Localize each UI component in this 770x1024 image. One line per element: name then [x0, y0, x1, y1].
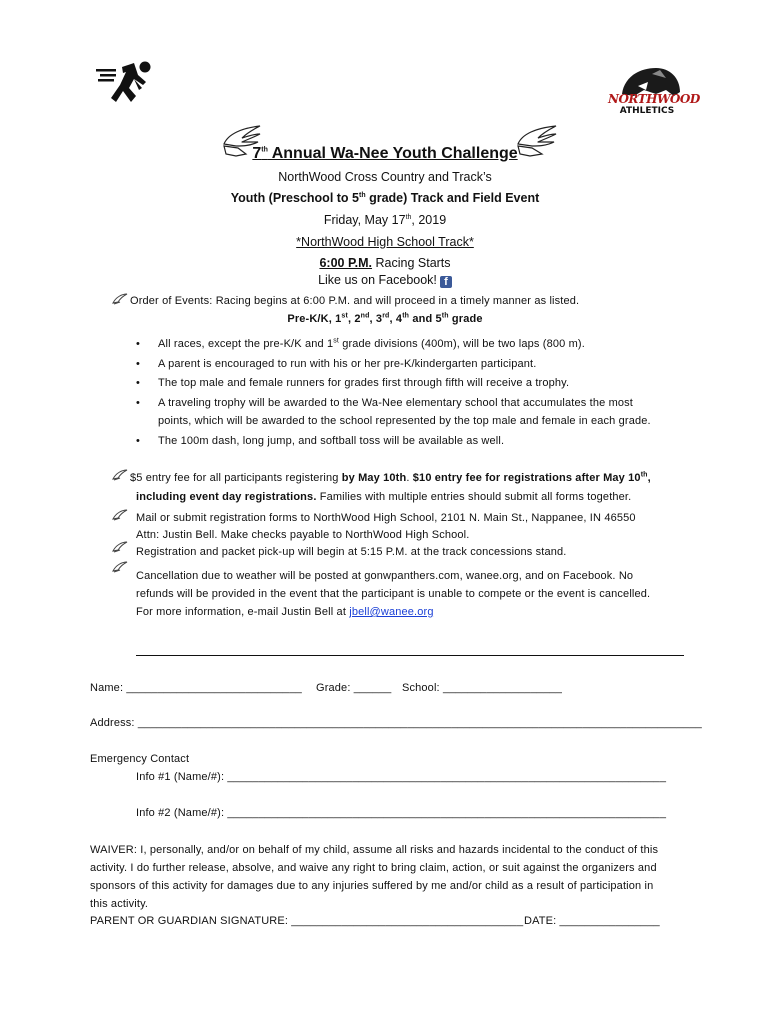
- emergency-contact-label: Emergency Contact: [90, 753, 190, 765]
- event-text-end: grade) Track and Field Event: [365, 191, 540, 205]
- date-field[interactable]: DATE: ________________: [524, 915, 660, 927]
- divider: [136, 655, 684, 656]
- time-text: Racing Starts: [372, 256, 451, 270]
- facebook-icon[interactable]: f: [440, 276, 452, 288]
- grade-part: and 5: [409, 313, 442, 325]
- grade-sup: st: [341, 312, 348, 320]
- grade-list: [0, 313, 770, 325]
- grade-field[interactable]: Grade: ______: [316, 682, 392, 694]
- location-line: *NorthWood High School Track*: [296, 235, 474, 249]
- rule-text-end: grade divisions (400m), will be two laps (800 m).: [338, 338, 585, 350]
- contact-line: [136, 606, 434, 618]
- signature-field[interactable]: PARENT OR GUARDIAN SIGNATURE: _____________________________________: [90, 915, 524, 927]
- northwood-athletics-logo: [608, 64, 700, 122]
- grade-sup: nd: [360, 312, 370, 320]
- grade-sup: th: [441, 312, 449, 320]
- event-rule-3: The top male and female runners for grades first through fifth will receive a trophy.: [158, 377, 570, 389]
- bullet: •: [136, 358, 140, 370]
- events-intro: Order of Events: Racing begins at 6:00 P.M. and will proceed in a timely manner as listed.: [130, 295, 580, 307]
- event-rule-5: The 100m dash, long jump, and softball toss will be available as well.: [158, 435, 505, 447]
- fee-text: .: [406, 472, 413, 484]
- mail-line-2: Attn: Justin Bell. Make checks payable to NorthWood High School.: [136, 529, 470, 541]
- late-fee-sup: th: [640, 471, 648, 479]
- contact-email-link[interactable]: jbell@wanee.org: [349, 606, 434, 618]
- emergency-info-1-field[interactable]: Info #1 (Name/#): ______________________________________________________________________: [136, 771, 667, 783]
- sponsor-line: NorthWood Cross Country and Track’s: [278, 170, 492, 184]
- feather-bullet-icon: [112, 508, 128, 526]
- event-rule-4-line-1: A traveling trophy will be awarded to the Wa-Nee elementary school that accumulates the most: [158, 397, 634, 409]
- date-text: Friday, May 17: [323, 213, 406, 227]
- fee-text: $5 entry fee for all participants registering: [130, 472, 342, 484]
- waiver-line-3: sponsors of this activity for damages due to any injuries suffered by me and/or child as a result of participation in: [90, 880, 654, 892]
- waiver-line-2: activity. I do further release, absolve, and waive any right to bring claim, action, or suit against the organizers and: [90, 862, 657, 874]
- feather-bullet-icon: [112, 560, 128, 578]
- logo-athletics: ATHLETICS: [619, 106, 675, 116]
- grade-part: Pre-K/K, 1: [287, 313, 342, 325]
- feather-bullet-icon: [112, 540, 128, 558]
- grade-part: grade: [448, 313, 483, 325]
- contact-text: For more information, e-mail Justin Bell at: [136, 606, 350, 618]
- time-line: [0, 256, 770, 270]
- page-title: [0, 145, 770, 163]
- bullet: •: [136, 338, 140, 350]
- waiver-line-1: WAIVER: I, personally, and/or on behalf of my child, assume all risks and hazards incidental to the conduct of this: [90, 844, 659, 856]
- event-sup: th: [358, 191, 366, 199]
- grade-part: , 2: [347, 313, 361, 325]
- facebook-text: Like us on Facebook!: [318, 273, 437, 287]
- event-rule-2: A parent is encouraged to run with his or her pre-K/kindergarten participant.: [158, 358, 537, 370]
- fee-event-day: including event day registrations.: [136, 491, 317, 503]
- cancel-line-2: refunds will be provided in the event that the participant is unable to compete or the event is cancelled.: [136, 588, 651, 600]
- mail-line-1: Mail or submit registration forms to NorthWood High School, 2101 N. Main St., Nappanee, IN 46550: [136, 512, 636, 524]
- date-line: [0, 213, 770, 227]
- pickup-line: Registration and packet pick-up will begin at 5:15 P.M. at the track concessions stand.: [136, 546, 567, 558]
- feather-bullet-icon: [112, 468, 128, 486]
- feather-bullet-icon: [112, 292, 128, 310]
- rule-text: All races, except the pre-K/K and 1: [158, 338, 334, 350]
- cancel-line-1: Cancellation due to weather will be posted at gonwpanthers.com, wanee.org, and on Facebook. No: [136, 570, 634, 582]
- bullet: •: [136, 435, 140, 447]
- fee-deadline: by May 10th: [341, 472, 407, 484]
- address-field[interactable]: Address: __________________________________________________________________________________________: [90, 717, 702, 729]
- title-ordinal-suffix: th: [261, 146, 268, 154]
- title-text: Annual Wa-Nee Youth Challenge: [267, 145, 518, 162]
- event-line: [0, 191, 770, 205]
- facebook-line: [0, 273, 770, 288]
- event-rule-1: [158, 338, 585, 350]
- name-field[interactable]: Name: ____________________________: [90, 682, 302, 694]
- runner-icon: [94, 58, 160, 108]
- school-field[interactable]: School: ___________________: [402, 682, 563, 694]
- fee-line-1: [130, 472, 651, 484]
- late-fee: $10 entry fee for registrations after May 10: [412, 472, 641, 484]
- event-text: Youth (Preschool to 5: [230, 191, 359, 205]
- emergency-info-2-field[interactable]: Info #2 (Name/#): ______________________________________________________________________: [136, 807, 667, 819]
- logo-school-name: NORTHWOOD: [608, 92, 700, 106]
- grade-part: , 3: [369, 313, 383, 325]
- rule-sup: st: [333, 337, 339, 345]
- event-rule-4-line-2: points, which will be awarded to the school represented by the top male and female in each grade.: [158, 415, 651, 427]
- title-ordinal: 7: [252, 145, 262, 162]
- start-time: 6:00 P.M.: [319, 256, 373, 270]
- grade-sup: rd: [382, 312, 390, 320]
- bullet: •: [136, 397, 140, 409]
- bullet: •: [136, 377, 140, 389]
- date-year: , 2019: [411, 213, 447, 227]
- date-sup: th: [405, 213, 412, 221]
- waiver-line-4: this activity.: [90, 898, 149, 910]
- grade-sup: th: [402, 312, 410, 320]
- grade-part: , 4: [389, 313, 403, 325]
- fee-families: Families with multiple entries should submit all forms together.: [316, 491, 632, 503]
- fee-line-2: [136, 491, 631, 503]
- late-fee-comma: ,: [647, 472, 651, 484]
